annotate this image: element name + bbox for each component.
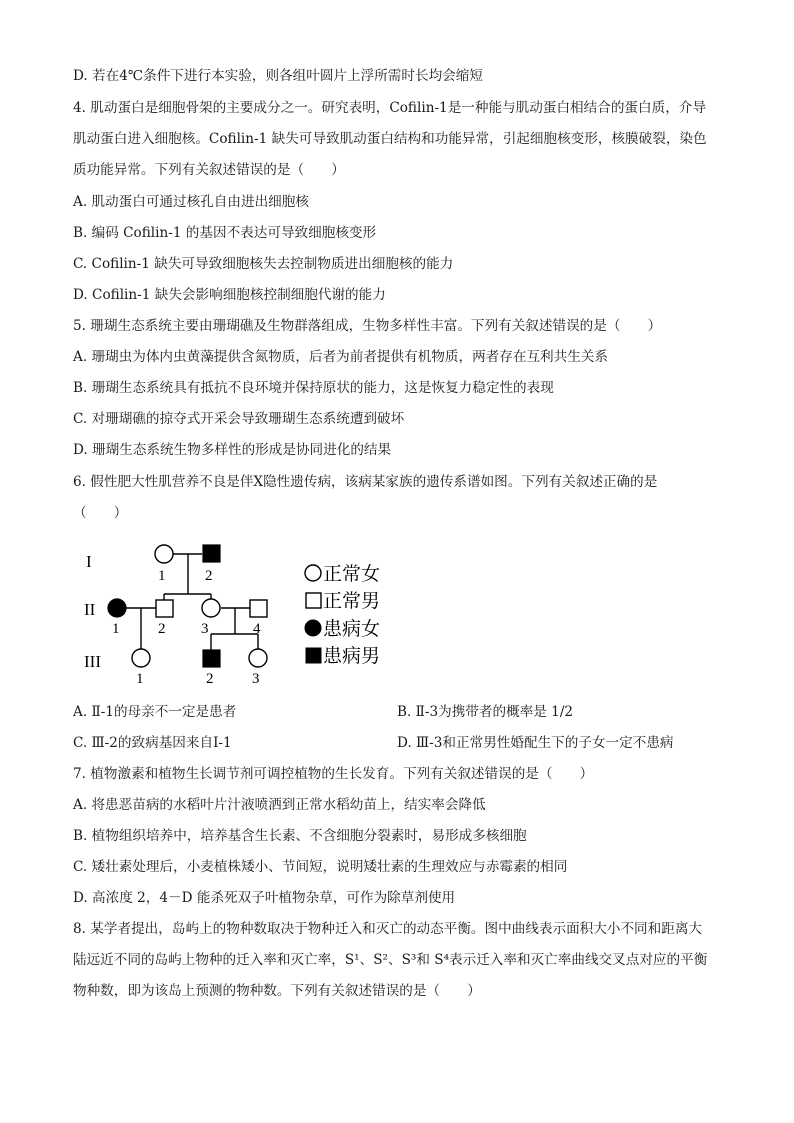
pedigree-lines [126, 554, 258, 651]
II-1-number: 1 [112, 621, 120, 637]
legend-normal-male-symbol [306, 593, 321, 608]
q5-stem: 5. 珊瑚生态系统主要由珊瑚礁及生物群落组成，生物多样性丰富。下列有关叙述错误的是（ ） [73, 318, 662, 334]
q5-option-d: D. 珊瑚生态系统生物多样性的形成是协同进化的结果 [73, 442, 392, 458]
q6-stem-line-2: （ ） [73, 505, 128, 521]
q7-option-d: D. 高浓度 2，4－D 能杀死双子叶植物杂草，可作为除草剂使用 [73, 890, 456, 906]
pedigree-legend [305, 563, 380, 667]
q4-option-c: C. Cofilin-1 缺失可导致细胞核失去控制物质进出细胞核的能力 [73, 256, 454, 272]
pedigree-figure [80, 540, 410, 690]
q6-option-a: A. Ⅱ-1的母亲不一定是患者 [73, 704, 237, 720]
q4-stem-line-2: 肌动蛋白进入细胞核。Cofilin-1 缺失可导致肌动蛋白结构和功能异常，引起细胞核变形，核膜破裂，染色 [73, 131, 707, 147]
q4-option-d: D. Cofilin-1 缺失会影响细胞核控制细胞代谢的能力 [73, 287, 386, 303]
II-4-normal-male [250, 600, 267, 617]
q5-option-b: B. 珊瑚生态系统具有抵抗不良环境并保持原状的能力，这是恢复力稳定性的表现 [73, 380, 554, 396]
II-4-number: 4 [253, 621, 261, 637]
q4-stem-line-1: 4. 肌动蛋白是细胞骨架的主要成分之一。研究表明，Cofilin-1是一种能与肌动蛋白相结合的蛋白质，介导 [73, 100, 706, 116]
q3-option-d: D. 若在4℃条件下进行本实验，则各组叶圆片上浮所需时长均会缩短 [73, 68, 483, 84]
q8-stem-line-2: 陆远近不同的岛屿上物种的迁入率和灭亡率，S¹、S²、S³和 S⁴表示迁入率和灭亡率曲线交叉点对应的平衡 [73, 952, 708, 968]
III-3-normal-female [249, 649, 267, 667]
II-2-normal-male [156, 600, 173, 617]
q8-stem-line-3: 物种数，即为该岛上预测的物种数。下列有关叙述错误的是（ ） [73, 983, 481, 999]
I-2-affected-male [203, 545, 220, 562]
q7-stem: 7. 植物激素和植物生长调节剂可调控植物的生长发育。下列有关叙述错误的是（ ） [73, 766, 594, 782]
I-1-number: 1 [158, 568, 166, 584]
legend-normal-male-label: 正常男 [323, 591, 381, 612]
q6-option-c: C. Ⅲ-2的致病基因来自Ⅰ-1 [73, 735, 232, 751]
legend-affected-male-label: 患病男 [323, 646, 381, 667]
III-1-number: 1 [136, 671, 144, 687]
gen-label-2: II [84, 600, 96, 619]
III-2-affected-male [203, 650, 220, 667]
II-2-number: 2 [158, 621, 166, 637]
gen-label-3: III [84, 652, 101, 671]
III-2-number: 2 [206, 671, 214, 687]
II-3-number: 3 [201, 621, 209, 637]
III-3-number: 3 [252, 671, 260, 687]
legend-affected-female-symbol [305, 620, 321, 636]
legend-normal-female-symbol [305, 565, 321, 581]
III-1-normal-female [132, 649, 150, 667]
I-2-number: 2 [205, 568, 213, 584]
q5-option-c: C. 对珊瑚礁的掠夺式开采会导致珊瑚生态系统遭到破坏 [73, 411, 405, 427]
q6-stem-line-1: 6. 假性肥大性肌营养不良是伴X隐性遗传病，该病某家族的遗传系谱如图。下列有关叙述正确的是 [73, 474, 658, 490]
q7-option-b: B. 植物组织培养中，培养基含生长素、不含细胞分裂素时，易形成多核细胞 [73, 828, 527, 844]
q5-option-a: A. 珊瑚虫为体内虫黄藻提供含氮物质，后者为前者提供有机物质，两者存在互利共生关系 [73, 349, 609, 365]
legend-affected-female-label: 患病女 [323, 619, 381, 640]
q4-option-b: B. 编码 Cofilin-1 的基因不表达可导致细胞核变形 [73, 225, 377, 241]
q6-option-b: B. Ⅱ-3为携带者的概率是 1/2 [397, 704, 574, 720]
q6-option-d: D. Ⅲ-3和正常男性婚配生下的子女一定不患病 [397, 735, 674, 751]
q8-stem-line-1: 8. 某学者提出，岛屿上的物种数取决于物种迁入和灭亡的动态平衡。图中曲线表示面积大小不同和距离大 [73, 921, 703, 937]
I-1-normal-female [155, 545, 173, 563]
legend-normal-female-label: 正常女 [323, 564, 381, 585]
II-1-affected-female [108, 599, 126, 617]
q4-option-a: A. 肌动蛋白可通过核孔自由进出细胞核 [73, 194, 309, 210]
II-3-normal-female [202, 599, 220, 617]
q7-option-c: C. 矮壮素处理后，小麦植株矮小、节间短，说明矮壮素的生理效应与赤霉素的相同 [73, 859, 568, 875]
q7-option-a: A. 将患恶苗病的水稻叶片汁液喷洒到正常水稻幼苗上，结实率会降低 [73, 797, 486, 813]
q4-stem-line-3: 质功能异常。下列有关叙述错误的是（ ） [73, 162, 345, 178]
legend-affected-male-symbol [306, 648, 321, 663]
gen-label-1: I [86, 552, 92, 571]
